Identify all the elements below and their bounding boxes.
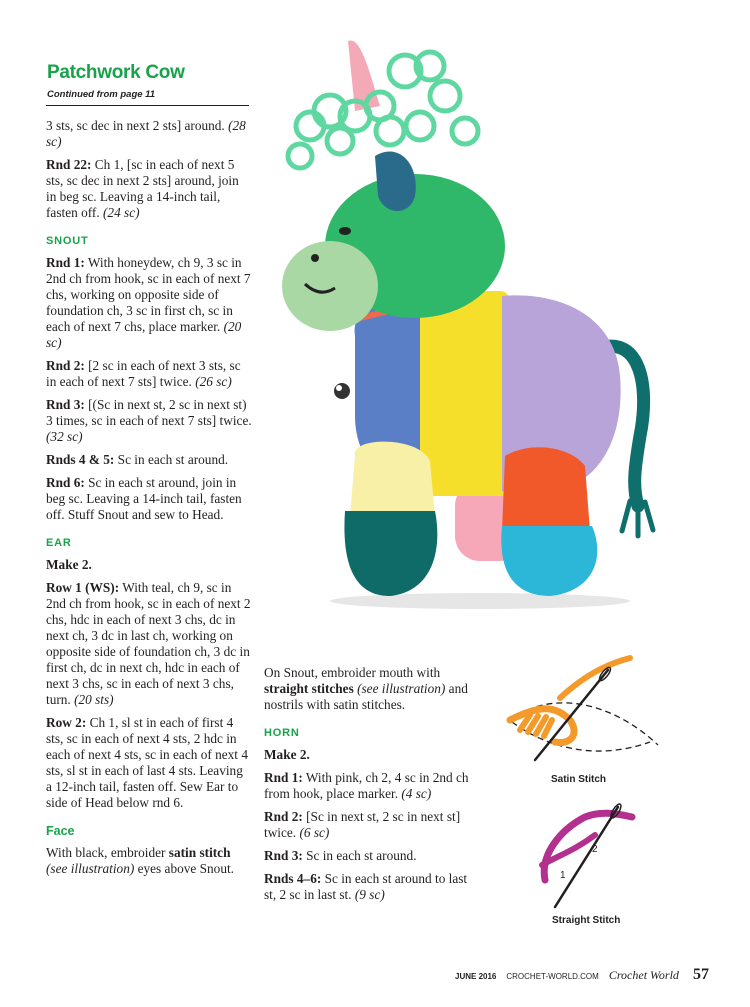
horn-rnd-2: Rnd 2: [Sc in next st, 2 sc in next st] twice. (6 sc) xyxy=(264,809,461,840)
patchwork-cow-photo xyxy=(270,36,670,626)
horn-heading: HORN xyxy=(264,727,300,739)
ear-heading: EAR xyxy=(46,537,72,549)
face-instructions: With black, embroider satin stitch (see illustration) eyes above Snout. xyxy=(46,845,234,876)
ear-make: Make 2. xyxy=(46,557,92,572)
continued-note: Continued from page 11 xyxy=(47,89,156,100)
footer-magazine: Crochet World xyxy=(608,968,679,982)
horn-make: Make 2. xyxy=(264,747,310,762)
continued-paragraph: 3 sts, sc dec in next 2 sts] around. (28 sc) xyxy=(46,118,246,149)
page-number: 57 xyxy=(692,966,709,983)
straight-stitch-illustration xyxy=(520,795,650,915)
page-title: Patchwork Cow xyxy=(47,62,185,83)
snout-rnd-2: Rnd 2: [2 sc in each of next 3 sts, sc in each of next 7 sts] twice. (26 sc) xyxy=(46,358,241,389)
straight-stitch-caption: Straight Stitch xyxy=(552,915,621,926)
snout-rnd-1: Rnd 1: With honeydew, ch 9, 3 sc in 2nd ch from hook, sc in each of next 7 chs, working on opposite side of foundation ch, 3 sc in first ch, sc in each of next 7 chs, place marker. (20 sc) xyxy=(46,255,251,350)
mouth-instructions: On Snout, embroider mouth with straight stitches (see illustration) and nostrils with satin stitches. xyxy=(264,665,468,712)
snout-heading: SNOUT xyxy=(46,235,89,247)
ear-row-1: Row 1 (WS): With teal, ch 9, sc in 2nd ch from hook, sc in each of next 2 chs, hdc in each of next 3 chs, dc in next ch, 3 dc in last ch, working on opposite side of foundation ch, 3 dc in first ch, dc in next ch, hdc in each of next 3 chs, sc in each of next 3 chs, turn. (20 sts) xyxy=(46,580,251,707)
snout-rnd-6: Rnd 6: Sc in each st around, join in beg sc. Leaving a 14-inch tail, fasten off. Stuff Snout and sew to Head. xyxy=(46,475,242,522)
horn-rnds-4-6: Rnds 4–6: Sc in each st around to last st, 2 sc in last st. (9 sc) xyxy=(264,871,468,902)
footer-date: JUNE 2016 xyxy=(455,972,497,981)
snout-rnds-4-5: Rnds 4 & 5: Sc in each st around. xyxy=(46,452,229,467)
ear-row-2: Row 2: Ch 1, sl st in each of first 4 sts, sc in each of next 4 sts, 2 hdc in each of next 4 sts, sc in each of next 4 sts, sl st in each of last 4 sts. Leaving a 12-inch tail, fasten off. Sew Ear to side of Head below rnd 6. xyxy=(46,715,248,810)
satin-stitch-caption: Satin Stitch xyxy=(551,774,607,785)
horn-rnd-3: Rnd 3: Sc in each st around. xyxy=(264,848,417,863)
snout-rnd-3: Rnd 3: [(Sc in next st, 2 sc in next st) 3 times, sc in each of next 7 sts] twice. (32 sc) xyxy=(46,397,252,444)
face-heading: Face xyxy=(46,824,75,838)
instructions-column-1 xyxy=(46,118,252,884)
rnd-22: Rnd 22: Ch 1, [sc in each of next 5 sts, sc dec in next 2 sts] around, join in beg sc. Leaving a 14-inch tail, fasten off. (24 sc) xyxy=(46,157,239,220)
horn-rnd-1: Rnd 1: With pink, ch 2, 4 sc in 2nd ch from hook, place marker. (4 sc) xyxy=(264,770,469,801)
page-footer xyxy=(455,966,709,984)
instructions-column-2 xyxy=(264,665,478,910)
satin-stitch-illustration xyxy=(500,650,670,770)
footer-site: CROCHET-WORLD.COM xyxy=(506,972,599,981)
title-rule xyxy=(46,105,249,106)
stitch-marker-2: 2 xyxy=(592,844,598,855)
stitch-marker-1: 1 xyxy=(560,870,566,881)
